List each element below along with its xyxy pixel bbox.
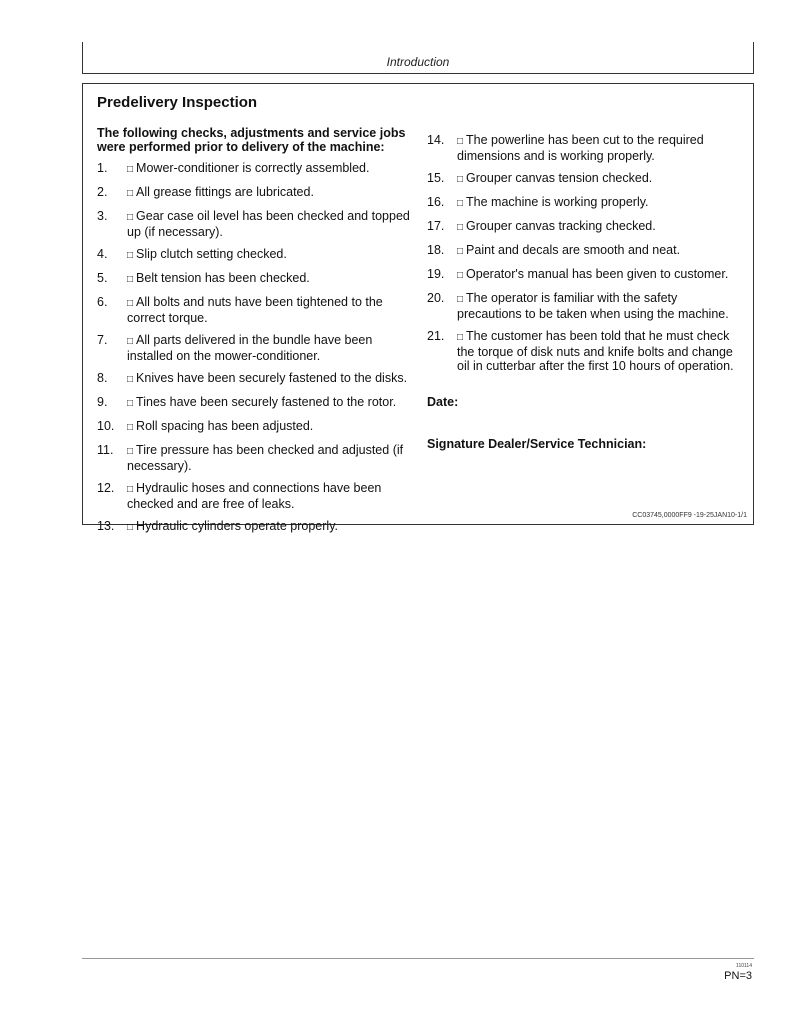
checkbox-icon: □ [127, 522, 134, 533]
item-number: 3. [97, 209, 108, 223]
item-number: 14. [427, 133, 445, 147]
item-body [457, 291, 743, 321]
signature-label: Signature Dealer/Service Technician: [427, 437, 647, 451]
item-number: 12. [97, 481, 115, 495]
checklist-item [97, 247, 415, 263]
item-text: Slip clutch setting checked. [136, 247, 287, 261]
item-number: 17. [427, 219, 445, 233]
item-number: 10. [97, 419, 115, 433]
item-body [127, 481, 415, 511]
item-number: 20. [427, 291, 445, 305]
checkbox-icon: □ [127, 398, 134, 409]
item-number: 6. [97, 295, 108, 309]
item-body [127, 519, 415, 535]
item-number: 4. [97, 247, 108, 261]
checklist-item [427, 219, 743, 235]
item-number: 11. [97, 443, 114, 457]
item-text: Paint and decals are smooth and neat. [466, 243, 681, 257]
checkbox-icon: □ [127, 422, 134, 433]
item-text: Grouper canvas tracking checked. [466, 219, 656, 233]
item-number: 1. [97, 161, 108, 175]
checklist-item [97, 395, 415, 411]
checkbox-icon: □ [127, 484, 134, 495]
header-box [82, 42, 754, 74]
item-body [127, 443, 415, 473]
item-number: 16. [427, 195, 445, 209]
item-body [127, 419, 415, 435]
item-number: 2. [97, 185, 108, 199]
checklist-item [97, 519, 415, 535]
item-body [127, 271, 415, 287]
checkbox-icon: □ [127, 250, 134, 261]
checklist-item [427, 171, 743, 187]
checklist-item [97, 161, 415, 177]
section-title: Predelivery Inspection [97, 94, 258, 111]
item-text: The operator is familiar with the safety precautions to be taken when using the machine. [457, 291, 729, 321]
checkbox-icon: □ [457, 222, 464, 233]
item-text: Knives have been securely fastened to the disks. [136, 371, 408, 385]
item-text: Belt tension has been checked. [136, 271, 310, 285]
item-number: 13. [97, 519, 115, 533]
item-body [457, 329, 743, 373]
checkbox-icon: □ [127, 374, 134, 385]
checkbox-icon: □ [127, 188, 134, 199]
checklist-item [427, 267, 743, 283]
item-text: The machine is working properly. [466, 195, 649, 209]
item-body [457, 195, 743, 211]
item-body [127, 333, 415, 363]
checklist-item [97, 371, 415, 387]
item-body [127, 395, 415, 411]
item-text: Mower-conditioner is correctly assembled. [136, 161, 370, 175]
item-number: 15. [427, 171, 445, 185]
item-text: The customer has been told that he must check the torque of disk nuts and knife bolts and change oil in cutterbar after the first 10 hours of operation. [457, 329, 734, 373]
item-number: 7. [97, 333, 108, 347]
checklist-left [97, 161, 415, 535]
checklist-item [97, 481, 415, 511]
checkbox-icon: □ [457, 270, 464, 281]
checklist-item [427, 243, 743, 259]
checkbox-icon: □ [127, 298, 134, 309]
checklist-item [97, 333, 415, 363]
checkbox-icon: □ [127, 336, 134, 347]
footer-rule [82, 958, 754, 959]
item-text: Hydraulic cylinders operate properly. [136, 519, 338, 533]
checkbox-icon: □ [457, 246, 464, 257]
checkbox-icon: □ [457, 136, 464, 147]
checklist-item [97, 295, 415, 325]
item-text: Tines have been securely fastened to the rotor. [136, 395, 397, 409]
footer-code: 110114 [736, 963, 752, 969]
checkbox-icon: □ [457, 174, 464, 185]
checklist-item [97, 443, 415, 473]
item-text: Grouper canvas tension checked. [466, 171, 653, 185]
checklist-item [427, 291, 743, 321]
left-column [97, 126, 415, 543]
item-text: The powerline has been cut to the required dimensions and is working properly. [457, 133, 704, 163]
item-text: Gear case oil level has been checked and topped up (if necessary). [127, 209, 410, 239]
checklist-right [427, 133, 743, 373]
item-body [457, 243, 743, 259]
checkbox-icon: □ [457, 294, 464, 305]
item-number: 8. [97, 371, 108, 385]
checkbox-icon: □ [127, 212, 134, 223]
checklist-item [97, 271, 415, 287]
item-body [127, 185, 415, 201]
item-number: 9. [97, 395, 108, 409]
item-body [457, 219, 743, 235]
checklist-item [427, 133, 743, 163]
item-text: Roll spacing has been adjusted. [136, 419, 314, 433]
checklist-item [427, 195, 743, 211]
checkbox-icon: □ [457, 332, 464, 343]
document-code: CC03745,0000FF9 -19-25JAN10-1/1 [632, 512, 747, 519]
item-body [457, 267, 743, 283]
item-number: 18. [427, 243, 445, 257]
checkbox-icon: □ [127, 274, 134, 285]
checklist-item [97, 209, 415, 239]
header-title: Introduction [386, 55, 450, 69]
item-text: Hydraulic hoses and connections have been checked and are free of leaks. [127, 481, 382, 511]
item-body [127, 161, 415, 177]
item-text: All parts delivered in the bundle have been installed on the mower-conditioner. [127, 333, 373, 363]
inspection-section [82, 83, 754, 533]
checkbox-icon: □ [127, 446, 134, 457]
right-column [427, 133, 743, 451]
page-number: PN=3 [724, 970, 752, 982]
item-text: Tire pressure has been checked and adjusted (if necessary). [127, 443, 404, 473]
checkbox-icon: □ [457, 198, 464, 209]
item-body [127, 295, 415, 325]
item-text: All grease fittings are lubricated. [136, 185, 314, 199]
item-text: Operator's manual has been given to customer. [466, 267, 729, 281]
checklist-item [97, 419, 415, 435]
item-text: All bolts and nuts have been tightened to the correct torque. [127, 295, 383, 325]
checklist-item [427, 329, 743, 373]
item-body [457, 133, 743, 163]
item-number: 21. [427, 329, 445, 343]
item-body [127, 247, 415, 263]
item-body [127, 371, 415, 387]
item-body [457, 171, 743, 187]
item-body [127, 209, 415, 239]
date-label: Date: [427, 395, 459, 409]
checkbox-icon: □ [127, 164, 134, 175]
item-number: 5. [97, 271, 108, 285]
item-number: 19. [427, 267, 445, 281]
intro-text: The following checks, adjustments and service jobs were performed prior to delivery of the machine: [97, 126, 406, 154]
checklist-item [97, 185, 415, 201]
